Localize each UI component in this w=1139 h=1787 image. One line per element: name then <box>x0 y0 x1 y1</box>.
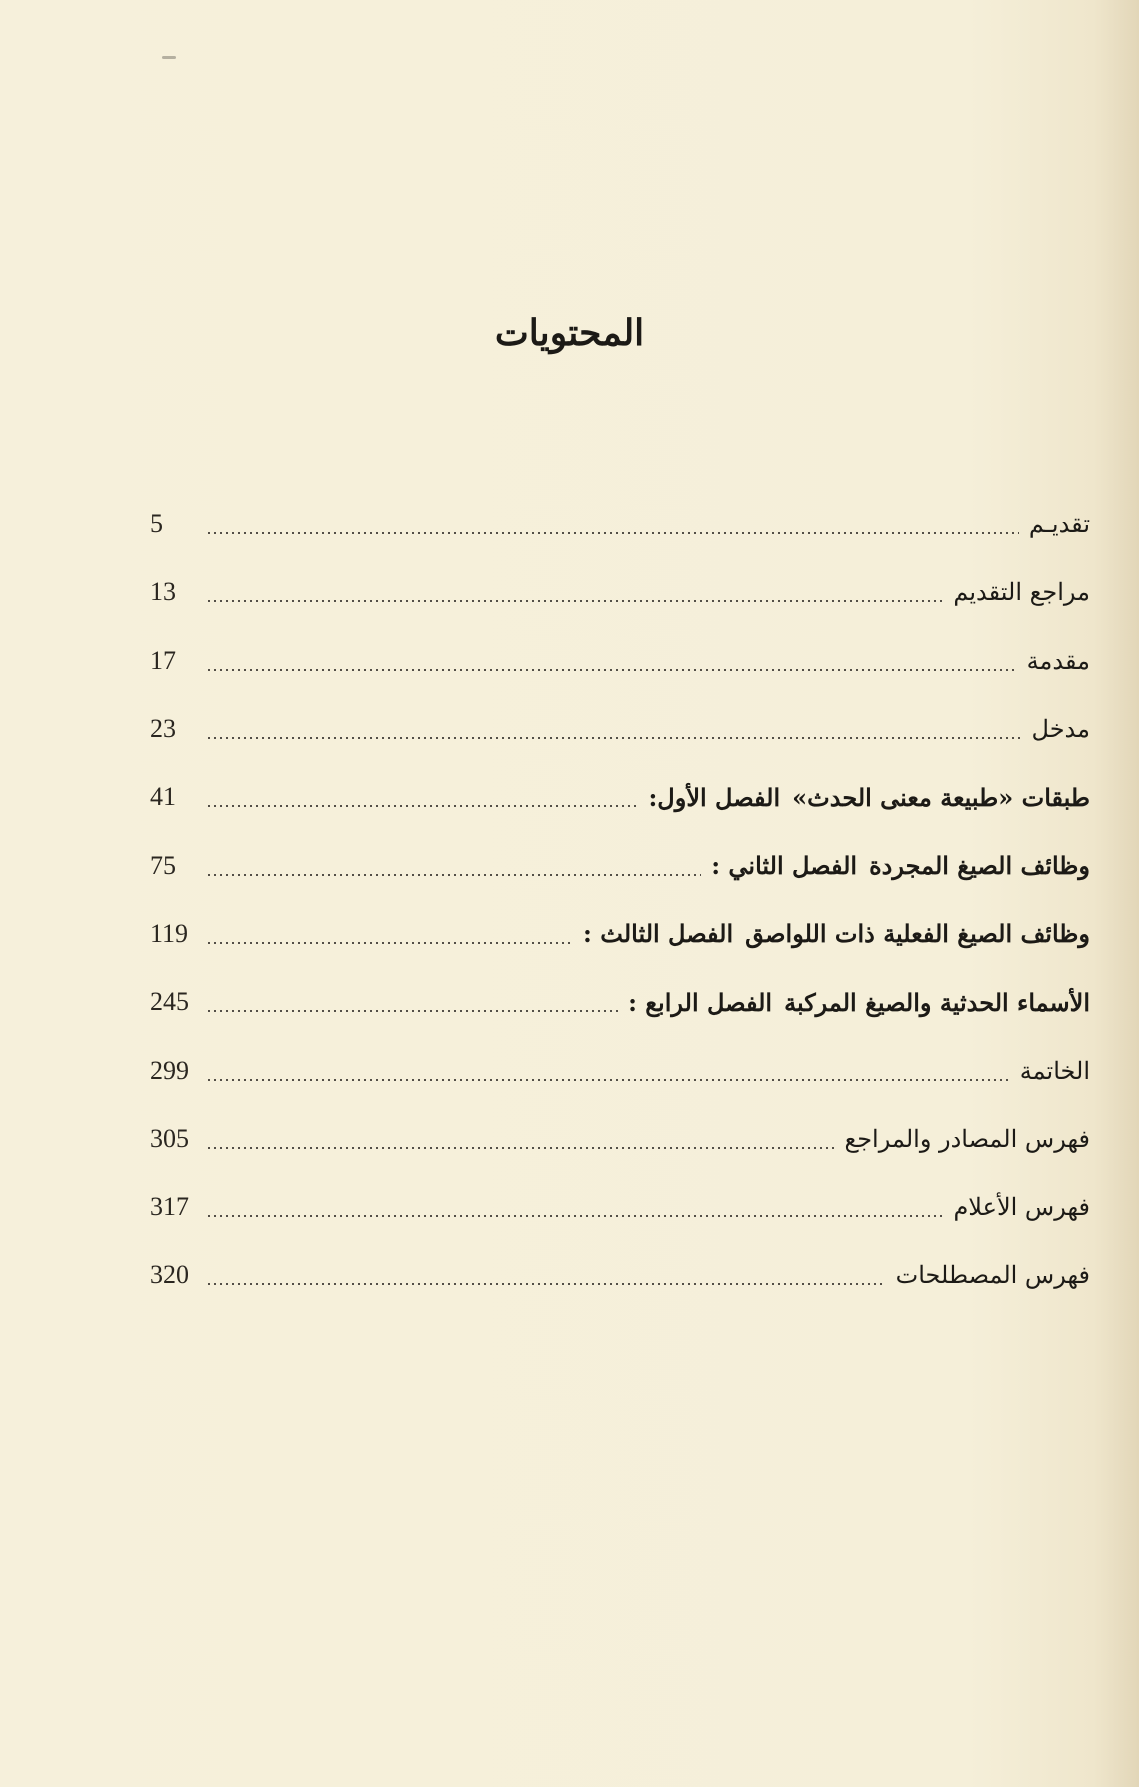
dot-leader <box>206 532 1019 534</box>
toc-entry-title: الخاتمة <box>1019 1056 1090 1085</box>
toc-chapter-label: الفصل الأول: <box>648 782 781 812</box>
dot-leader <box>206 1215 943 1217</box>
toc-page-number: 41 <box>150 782 176 812</box>
dot-leader <box>206 1079 1010 1081</box>
toc-entry-text <box>953 578 1090 606</box>
ink-smudge <box>162 56 176 59</box>
dot-leader <box>206 1283 886 1285</box>
toc-entry-title: طبقات «طبيعة معنى الحدث» <box>792 782 1090 812</box>
page-title: المحتويات <box>494 312 645 354</box>
toc-entry <box>150 558 1090 626</box>
table-of-contents <box>150 490 1090 1310</box>
dot-leader <box>206 874 701 876</box>
toc-entry-title: فهرس المصطلحات <box>895 1261 1090 1290</box>
dot-leader <box>206 1010 618 1012</box>
toc-chapter-label: الفصل الثاني : <box>711 851 858 881</box>
toc-entry-text <box>711 851 1090 880</box>
toc-entry-text <box>648 783 1090 812</box>
toc-page-number: 305 <box>150 1123 189 1153</box>
toc-entry-title: مقدمة <box>1026 646 1090 675</box>
toc-entry <box>150 900 1090 968</box>
toc-entry <box>150 968 1090 1036</box>
toc-entry <box>150 490 1090 558</box>
toc-entry-title: فهرس المصادر والمراجع <box>844 1124 1090 1153</box>
toc-entry-title: الأسماء الحدثية والصيغ المركبة <box>784 987 1090 1017</box>
toc-entry-title: تقديـم <box>1028 510 1090 539</box>
toc-entry <box>150 1173 1090 1241</box>
toc-entry-text <box>628 988 1090 1017</box>
toc-chapter-label: الفصل الثالث : <box>583 919 734 949</box>
toc-entry-text <box>1027 647 1090 675</box>
toc-entry-title: فهرس الأعلام <box>953 1193 1090 1222</box>
toc-entry-text <box>583 919 1090 948</box>
toc-entry-text <box>844 1125 1090 1153</box>
toc-entry-title: وظائف الصيغ المجردة <box>869 851 1090 881</box>
toc-entry <box>150 1105 1090 1173</box>
toc-entry-text <box>1029 510 1090 538</box>
dot-leader <box>206 669 1017 671</box>
toc-page-number: 119 <box>150 918 189 948</box>
toc-entry-text <box>953 1193 1090 1221</box>
toc-page-number: 17 <box>150 645 176 675</box>
toc-page-number: 13 <box>150 577 176 607</box>
toc-page-number: 5 <box>150 509 163 539</box>
toc-entry <box>150 831 1090 899</box>
toc-page-number: 317 <box>150 1192 189 1222</box>
toc-page-number: 75 <box>150 850 176 880</box>
toc-entry <box>150 695 1090 763</box>
toc-chapter-label: الفصل الرابع : <box>628 987 773 1017</box>
toc-page-number: 320 <box>150 1260 189 1290</box>
toc-entry-text <box>1032 715 1090 743</box>
toc-entry-title: وظائف الصيغ الفعلية ذات اللواصق <box>745 919 1090 949</box>
toc-page-number: 299 <box>150 1055 189 1085</box>
toc-page-number: 23 <box>150 714 176 744</box>
toc-entry <box>150 763 1090 831</box>
toc-entry <box>150 627 1090 695</box>
toc-entry-text <box>896 1261 1090 1289</box>
toc-entry-text <box>1020 1057 1090 1085</box>
toc-entry-title: مدخل <box>1031 715 1090 744</box>
toc-entry-title: مراجع التقديم <box>953 578 1090 607</box>
toc-page-number: 245 <box>150 987 189 1017</box>
toc-entry <box>150 1241 1090 1309</box>
toc-entry <box>150 1036 1090 1104</box>
dot-leader <box>206 737 1022 739</box>
dot-leader <box>206 942 573 944</box>
dot-leader <box>206 805 638 807</box>
dot-leader <box>206 1147 834 1149</box>
dot-leader <box>206 600 943 602</box>
